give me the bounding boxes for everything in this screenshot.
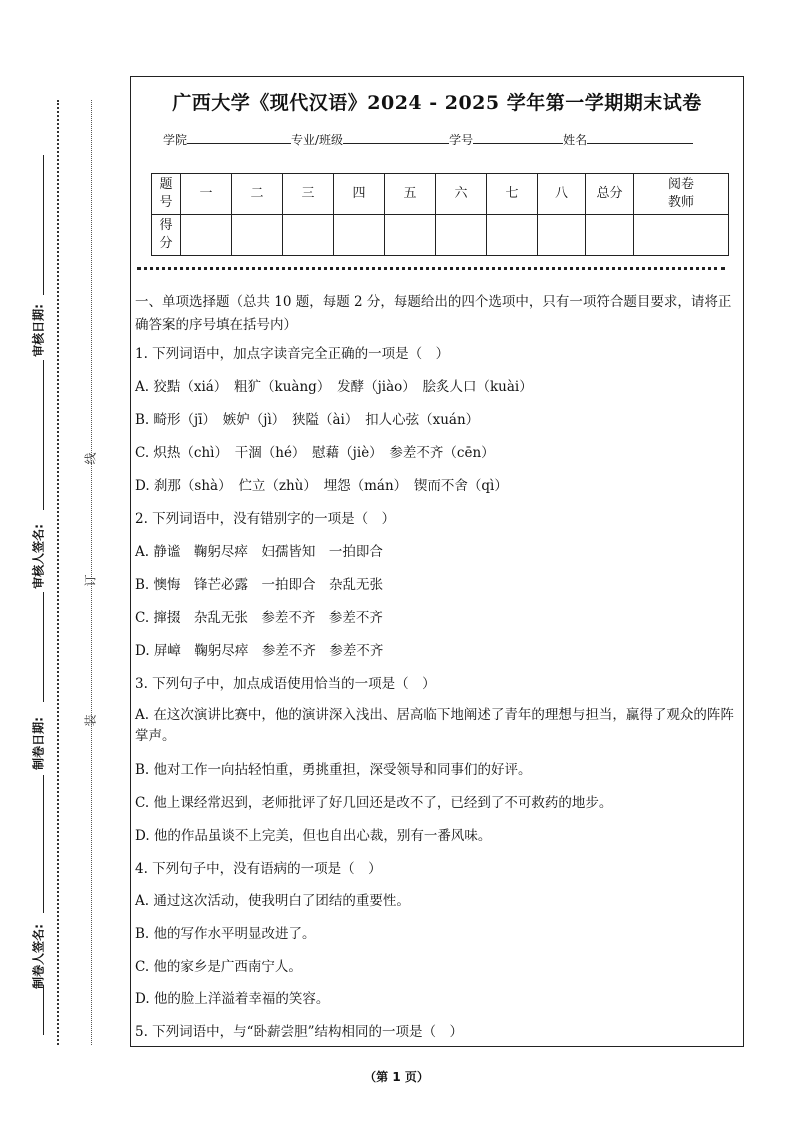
maker-sign-label: 制卷人签名: [31, 924, 46, 989]
make-date-label: 制卷日期: [31, 717, 46, 770]
score-cell[interactable] [436, 215, 487, 256]
col-reviewer: 阅卷 教师 [634, 174, 729, 215]
q1-option-b: B. 畸形（jī） 嫉妒（jì） 狭隘（ài） 扣人心弦（xuán） [135, 412, 480, 428]
q4-option-c: C. 他的家乡是广西南宁人。 [135, 959, 302, 975]
score-table [151, 173, 729, 256]
row-label-defen: 得 分 [152, 215, 181, 256]
score-cell[interactable] [538, 215, 586, 256]
q1-option-a: A. 狡黠（xiá） 粗犷（kuàng） 发酵（jiào） 脍炙人口（kuài） [135, 379, 533, 395]
q2-option-c: C. 撺掇 杂乱无张 参差不齐 参差不齐 [135, 610, 383, 626]
major-label: 专业/班级 [291, 133, 344, 147]
dotted-separator [137, 267, 725, 270]
q4-option-d: D. 他的脸上洋溢着幸福的笑容。 [135, 991, 330, 1007]
q1-option-d: D. 刹那（shà） 伫立（zhù） 埋怨（mán） 锲而不舍（qì） [135, 478, 508, 494]
question-1: 1. 下列词语中，加点字读音完全正确的一项是（ ） [135, 346, 450, 362]
score-cell[interactable] [283, 215, 334, 256]
binding-dotted-line [57, 100, 59, 1045]
maker-sign-line-2 [43, 985, 44, 1035]
col-3: 三 [283, 174, 334, 215]
college-field[interactable] [187, 131, 291, 144]
score-header-row [152, 174, 729, 215]
q1-option-c: C. 炽热（chì） 干涸（hé） 慰藉（jiè） 参差不齐（cēn） [135, 445, 495, 461]
q4-option-b: B. 他的写作水平明显改进了。 [135, 926, 316, 942]
score-cell[interactable] [634, 215, 729, 256]
q4-option-a: A. 通过这次活动，使我明白了团结的重要性。 [135, 893, 410, 909]
section-heading: 一、单项选择题（总共 10 题，每题 2 分，每题给出的四个选项中，只有一项符合题目要求，请将正确答案的序号填在括号内） [135, 294, 732, 333]
reviewer-sign-line [43, 360, 44, 510]
q2-option-a: A. 静谧 鞠躬尽瘁 妇孺皆知 一拍即合 [135, 544, 383, 560]
college-label: 学院 [163, 133, 188, 147]
q3-option-c: C. 他上课经常迟到，老师批评了好几回还是改不了，已经到了不可救药的地步。 [135, 795, 613, 811]
review-date-line [43, 155, 44, 295]
major-field[interactable] [343, 131, 449, 144]
q3-option-b: B. 他对工作一向拈轻怕重，勇挑重担，深受领导和同事们的好评。 [135, 762, 532, 778]
q2-option-b: B. 懊悔 锋芒必露 一拍即合 杂乱无张 [135, 577, 384, 593]
student-info-row [163, 131, 693, 148]
score-cell[interactable] [586, 215, 634, 256]
exam-title: 广西大学《现代汉语》2024 - 2025 学年第一学期期末试卷 [172, 92, 702, 114]
question-5: 5. 下列词语中，与“卧薪尝胆”结构相同的一项是（ ） [135, 1024, 463, 1040]
maker-sign-line [43, 775, 44, 913]
review-date-label: 审核日期: [31, 304, 46, 357]
bind-char-ding: 订 [83, 574, 98, 587]
page-number: （第 1 页） [364, 1070, 429, 1084]
col-7: 七 [487, 174, 538, 215]
reviewer-sign-label: 审核人签名: [31, 524, 46, 589]
score-row [152, 215, 729, 256]
col-8: 八 [538, 174, 586, 215]
score-cell[interactable] [232, 215, 283, 256]
binding-dotted-line-2 [91, 100, 92, 1045]
score-cell[interactable] [181, 215, 232, 256]
score-cell[interactable] [334, 215, 385, 256]
question-4: 4. 下列句子中，没有语病的一项是（ ） [135, 861, 382, 877]
score-cell[interactable] [385, 215, 436, 256]
bind-char-zhuang: 装 [83, 714, 98, 727]
name-label: 姓名 [563, 133, 588, 147]
col-total: 总分 [586, 174, 634, 215]
col-1: 一 [181, 174, 232, 215]
col-2: 二 [232, 174, 283, 215]
question-3: 3. 下列句子中，加点成语使用恰当的一项是（ ） [135, 676, 436, 692]
student-id-field[interactable] [473, 131, 563, 144]
q3-option-d: D. 他的作品虽谈不上完美，但也自出心裁，别有一番风味。 [135, 828, 492, 844]
q2-option-d: D. 屏嶂 鞠躬尽瘁 参差不齐 参差不齐 [135, 643, 384, 659]
col-4: 四 [334, 174, 385, 215]
name-field[interactable] [587, 131, 693, 144]
bind-char-line: 线 [83, 452, 98, 465]
row-label-tihao: 题 号 [152, 174, 181, 215]
score-cell[interactable] [487, 215, 538, 256]
col-5: 五 [385, 174, 436, 215]
col-6: 六 [436, 174, 487, 215]
student-id-label: 学号 [449, 133, 474, 147]
q3-option-a: A. 在这次演讲比赛中，他的演讲深入浅出、居高临下地阐述了青年的理想与担当，赢得了观众的阵阵掌声。 [135, 707, 734, 744]
make-date-line [43, 592, 44, 702]
question-2: 2. 下列词语中，没有错别字的一项是（ ） [135, 511, 396, 527]
